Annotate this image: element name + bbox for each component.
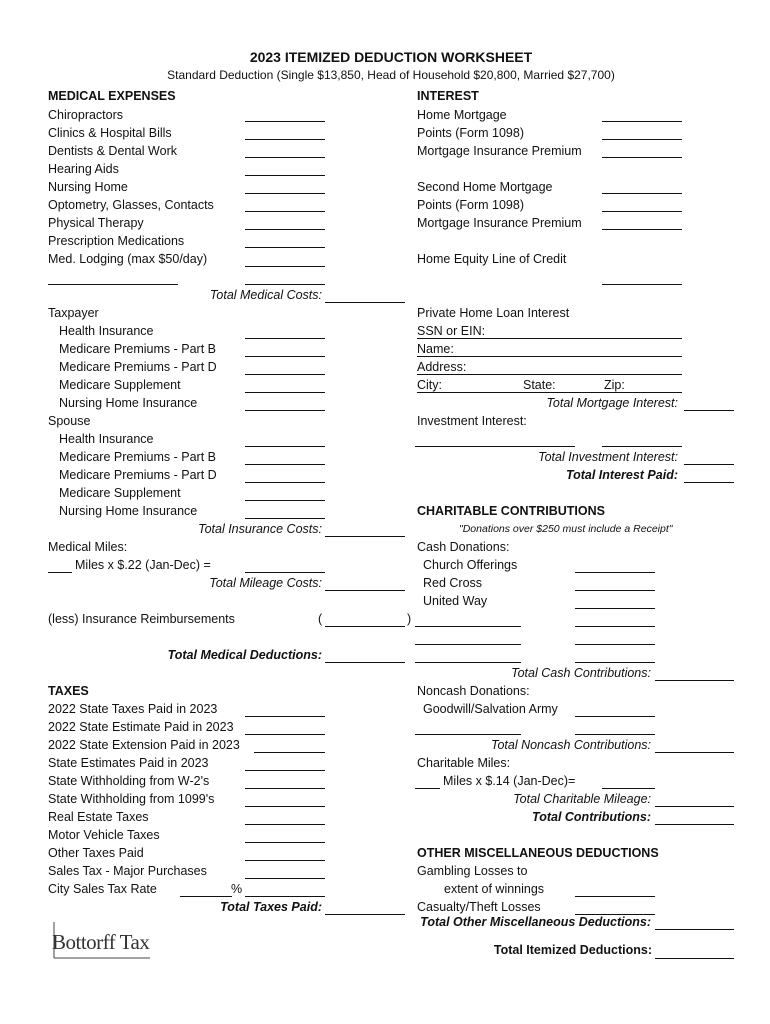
interest-item: Mortgage Insurance Premium: [417, 216, 582, 230]
total-charitable-mileage-field[interactable]: [655, 806, 734, 807]
insurance-field[interactable]: [245, 464, 325, 465]
taxes-heading: TAXES: [48, 684, 89, 698]
insurance-item: Medicare Premiums - Part D: [59, 360, 217, 374]
tax-field[interactable]: [245, 860, 325, 861]
interest-field[interactable]: [602, 157, 682, 158]
insurance-field[interactable]: [245, 518, 325, 519]
interest-item: Points (Form 1098): [417, 126, 524, 140]
interest-item: Points (Form 1098): [417, 198, 524, 212]
tax-field[interactable]: [245, 788, 325, 789]
total-mortgage-interest-field[interactable]: [684, 410, 734, 411]
total-insurance-costs-label: Total Insurance Costs:: [198, 522, 322, 536]
insurance-field[interactable]: [245, 338, 325, 339]
investment-interest-label: Investment Interest:: [417, 414, 527, 428]
total-investment-interest-field[interactable]: [684, 464, 734, 465]
investment-amount-field[interactable]: [602, 446, 682, 447]
medical-heading: MEDICAL EXPENSES: [48, 89, 176, 103]
tax-item: Motor Vehicle Taxes: [48, 828, 160, 842]
total-cash-contributions-field[interactable]: [655, 680, 734, 681]
ssn-field[interactable]: [417, 338, 682, 339]
total-mileage-costs-field[interactable]: [325, 590, 405, 591]
misc-heading: OTHER MISCELLANEOUS DEDUCTIONS: [417, 846, 659, 860]
tax-field[interactable]: [245, 878, 325, 879]
cash-item: United Way: [423, 594, 488, 608]
casualty-label: Casualty/Theft Losses: [417, 900, 541, 914]
tax-item: Sales Tax - Major Purchases: [48, 864, 207, 878]
insurance-field[interactable]: [245, 446, 325, 447]
zip-label: Zip:: [604, 378, 625, 392]
cash-donations-label: Cash Donations:: [417, 540, 510, 554]
tax-field[interactable]: [245, 734, 325, 735]
medical-field[interactable]: [245, 157, 325, 158]
medical-field[interactable]: [245, 211, 325, 212]
noncash-field[interactable]: [575, 734, 655, 735]
tax-item: State Estimates Paid in 2023: [48, 756, 209, 770]
private-loan-label: Private Home Loan Interest: [417, 306, 570, 320]
state-label: State:: [523, 378, 556, 392]
less-reimbursements-label: (less) Insurance Reimbursements: [48, 612, 235, 626]
city-label: City:: [417, 378, 442, 392]
insurance-item: Nursing Home Insurance: [59, 504, 198, 518]
insurance-item: Health Insurance: [59, 324, 154, 338]
cash-description-field[interactable]: [415, 662, 521, 663]
investment-description-field[interactable]: [415, 446, 575, 447]
noncash-donations-label: Noncash Donations:: [417, 684, 530, 698]
total-insurance-costs-field[interactable]: [325, 536, 405, 537]
tax-field[interactable]: [245, 824, 325, 825]
insurance-item: Medicare Supplement: [59, 378, 181, 392]
cash-description-field[interactable]: [415, 626, 521, 627]
medical-miles-amount-field[interactable]: [245, 572, 325, 573]
charitable-miles-calc: Miles x $.14 (Jan-Dec)=: [443, 774, 576, 788]
total-contributions-field[interactable]: [655, 824, 734, 825]
noncash-item: Goodwill/Salvation Army: [423, 702, 558, 716]
total-investment-interest-label: Total Investment Interest:: [538, 450, 678, 464]
insurance-field[interactable]: [245, 500, 325, 501]
interest-item: Home Mortgage: [417, 108, 507, 122]
gambling-label: Gambling Losses to: [417, 864, 528, 878]
medical-item: Clinics & Hospital Bills: [48, 126, 172, 140]
medical-item: Med. Lodging (max $50/day): [48, 252, 208, 266]
insurance-item: Medicare Supplement: [59, 486, 181, 500]
paren-open: (: [318, 612, 323, 626]
total-mortgage-interest-label: Total Mortgage Interest:: [546, 396, 678, 410]
insurance-field[interactable]: [245, 410, 325, 411]
logo-text: Bottorff Tax: [52, 930, 150, 954]
tax-item: State Withholding from 1099's: [48, 792, 215, 806]
total-medical-costs-label: Total Medical Costs:: [209, 288, 322, 302]
interest-field[interactable]: [602, 121, 682, 122]
charitable-miles-label: Charitable Miles:: [417, 756, 511, 770]
bottorff-tax-logo: [50, 920, 160, 962]
cash-item: Red Cross: [423, 576, 483, 590]
cash-field[interactable]: [575, 572, 655, 573]
page-title: 2023 ITEMIZED DEDUCTION WORKSHEET: [249, 49, 533, 65]
total-contributions-label: Total Contributions:: [532, 810, 651, 824]
interest-field[interactable]: [602, 229, 682, 230]
page-subtitle: Standard Deduction (Single $13,850, Head of Household $20,800, Married $27,700): [167, 68, 615, 82]
total-medical-deductions-label: Total Medical Deductions:: [167, 648, 322, 662]
cash-field[interactable]: [575, 608, 655, 609]
charity-heading: CHARITABLE CONTRIBUTIONS: [417, 504, 605, 518]
gambling-field[interactable]: [575, 896, 655, 897]
interest-item: Mortgage Insurance Premium: [417, 144, 582, 158]
interest-heading: INTEREST: [417, 89, 479, 103]
insurance-field[interactable]: [245, 356, 325, 357]
total-medical-deductions-field[interactable]: [325, 662, 405, 663]
total-interest-paid-label: Total Interest Paid:: [565, 468, 678, 482]
paren-close: ): [407, 612, 412, 626]
medical-miles-calc: Miles x $.22 (Jan-Dec) =: [75, 558, 211, 572]
receipt-note: "Donations over $250 must include a Receipt": [459, 523, 673, 535]
extent-label: extent of winnings: [444, 882, 545, 896]
medical-field[interactable]: [245, 247, 325, 248]
insurance-item: Health Insurance: [59, 432, 154, 446]
total-medical-costs-field[interactable]: [325, 302, 405, 303]
total-mileage-costs-label: Total Mileage Costs:: [209, 576, 322, 590]
tax-item: 2022 State Taxes Paid in 2023: [48, 702, 218, 716]
total-misc-deductions-field[interactable]: [655, 929, 734, 930]
total-misc-deductions-label: Total Other Miscellaneous Deductions:: [420, 915, 651, 929]
interest-field[interactable]: [602, 193, 682, 194]
cash-item: Church Offerings: [423, 558, 518, 572]
tax-item: City Sales Tax Rate: [48, 882, 157, 896]
total-cash-contributions-label: Total Cash Contributions:: [511, 666, 651, 680]
total-interest-paid-field[interactable]: [684, 482, 734, 483]
medical-field[interactable]: [245, 139, 325, 140]
spouse-label: Spouse: [48, 414, 91, 428]
cash-field[interactable]: [575, 662, 655, 663]
insurance-item: Medicare Premiums - Part B: [59, 342, 216, 356]
medical-item: Optometry, Glasses, Contacts: [48, 198, 214, 212]
total-charitable-mileage-label: Total Charitable Mileage:: [513, 792, 651, 806]
cash-description-field[interactable]: [415, 644, 521, 645]
medical-field[interactable]: [245, 175, 325, 176]
total-itemized-deductions-field[interactable]: [655, 958, 734, 959]
city-state-zip-field[interactable]: [417, 392, 682, 393]
medical-field[interactable]: [245, 229, 325, 230]
tax-item: State Withholding from W-2's: [48, 774, 210, 788]
interest-item: Second Home Mortgage: [417, 180, 553, 194]
cash-field[interactable]: [575, 590, 655, 591]
insurance-item: Nursing Home Insurance: [59, 396, 198, 410]
insurance-field[interactable]: [245, 482, 325, 483]
insurance-item: Medicare Premiums - Part B: [59, 450, 216, 464]
insurance-item: Medicare Premiums - Part D: [59, 468, 217, 482]
medical-blank-field[interactable]: [48, 284, 178, 285]
tax-item: Other Taxes Paid: [48, 846, 144, 860]
total-itemized-deductions-label: Total Itemized Deductions:: [493, 943, 652, 957]
tax-item: 2022 State Estimate Paid in 2023: [48, 720, 234, 734]
medical-item: Physical Therapy: [48, 216, 144, 230]
total-noncash-contributions-label: Total Noncash Contributions:: [490, 738, 651, 752]
medical-miles-label: Medical Miles:: [48, 540, 128, 554]
medical-miles-field[interactable]: [48, 572, 72, 573]
tax-field[interactable]: [245, 770, 325, 771]
name-field[interactable]: [417, 356, 682, 357]
noncash-field[interactable]: [575, 716, 655, 717]
tax-field[interactable]: [245, 896, 325, 897]
total-taxes-paid-label: Total Taxes Paid:: [220, 900, 322, 914]
insurance-field[interactable]: [245, 374, 325, 375]
heloc-field[interactable]: [602, 284, 682, 285]
medical-field[interactable]: [245, 266, 325, 267]
tax-field[interactable]: [245, 806, 325, 807]
charitable-miles-field[interactable]: [415, 788, 440, 789]
tax-item: Real Estate Taxes: [48, 810, 149, 824]
interest-field[interactable]: [602, 211, 682, 212]
cash-field[interactable]: [575, 626, 655, 627]
medical-item: Chiropractors: [48, 108, 124, 122]
address-label: Address:: [417, 360, 467, 374]
address-field[interactable]: [417, 374, 682, 375]
total-noncash-contributions-field[interactable]: [655, 752, 734, 753]
noncash-description-field[interactable]: [415, 734, 521, 735]
ssn-label: SSN or EIN:: [417, 324, 486, 338]
tax-field[interactable]: [245, 716, 325, 717]
city-sales-tax-rate-field[interactable]: [180, 896, 232, 897]
medical-item: Prescription Medications: [48, 234, 185, 248]
medical-item: Dentists & Dental Work: [48, 144, 177, 158]
tax-field[interactable]: [245, 842, 325, 843]
heloc-label: Home Equity Line of Credit: [417, 252, 567, 266]
interest-field[interactable]: [602, 139, 682, 140]
medical-item: Hearing Aids: [48, 162, 119, 176]
cash-field[interactable]: [575, 644, 655, 645]
taxpayer-label: Taxpayer: [48, 306, 99, 320]
medical-item: Nursing Home: [48, 180, 128, 194]
name-label: Name:: [417, 342, 454, 356]
medical-field[interactable]: [245, 284, 325, 285]
tax-item: 2022 State Extension Paid in 2023: [48, 738, 240, 752]
percent-sign: %: [231, 882, 243, 896]
tax-field[interactable]: [254, 752, 325, 753]
medical-field[interactable]: [245, 193, 325, 194]
insurance-field[interactable]: [245, 392, 325, 393]
charitable-miles-amount-field[interactable]: [602, 788, 655, 789]
medical-field[interactable]: [245, 121, 325, 122]
reimbursements-field[interactable]: [325, 626, 405, 627]
